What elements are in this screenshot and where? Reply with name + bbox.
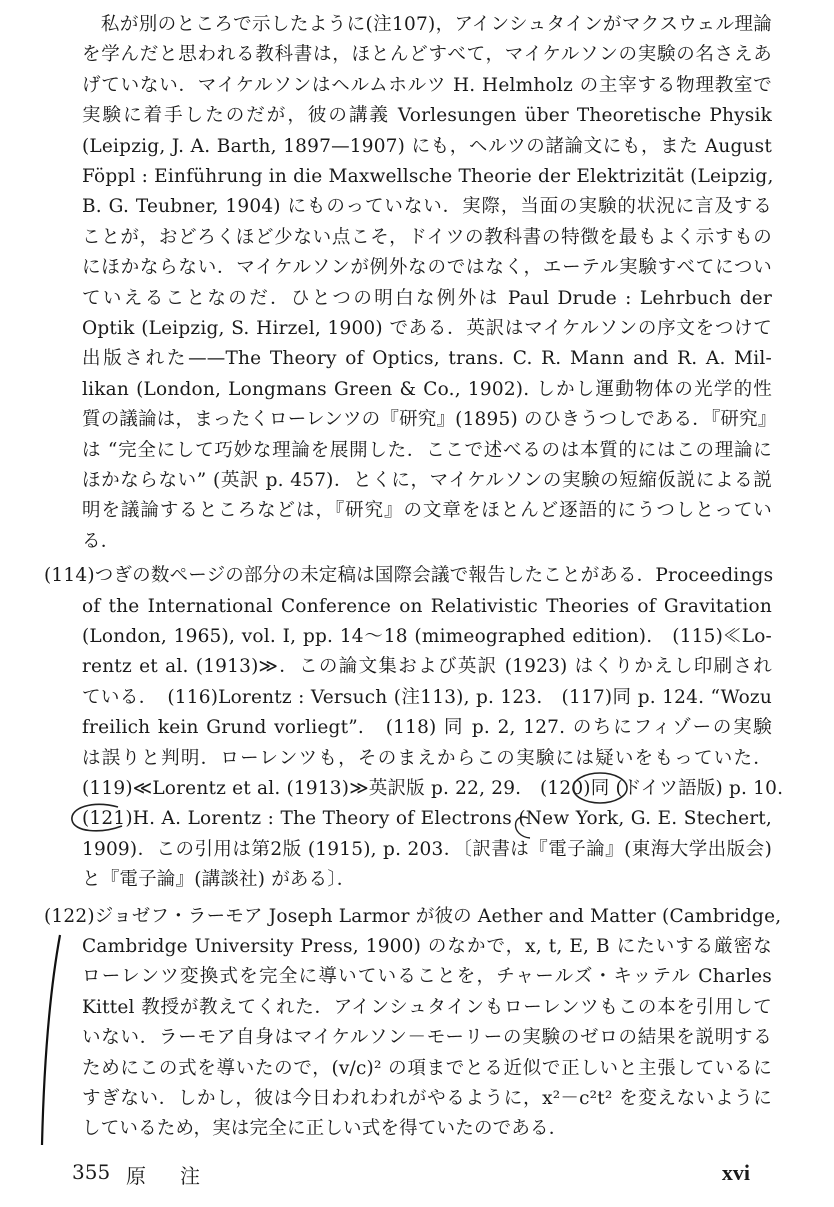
text-line: (Leipzig, J. A. Barth, 1897—1907) にも，ヘルツの諸論文にも，また August	[82, 135, 772, 157]
text-line: rentz et al. (1913)≫．この論文集および英訳 (1923) はくりかえし印刷され	[82, 656, 772, 678]
text-line: Cambridge University Press, 1900) のなかで，x, t, E, B にたいする厳密な	[82, 936, 772, 957]
text-line: と『電子論』(講談社) がある〕．	[82, 869, 356, 891]
text-line: ためにこの式を導いたので，(v/c)² の項までとる近似で正しいと主張しているに	[82, 1057, 772, 1079]
page-number: 355	[72, 1160, 111, 1184]
text-line: ている． (116)Lorentz : Versuch (注113), p. 123. (117)同 p. 124. “Wozu	[82, 686, 772, 708]
text-line: 実験に着手したのだが，彼の講義 Vorlesungen über Theoretische Physik	[82, 105, 772, 127]
text-line: は “完全にして巧妙な理論を展開した．ここで述べるのは本質的にはこの理論に	[82, 439, 772, 461]
text-line: 明を議論するところなどは，『研究』の文章をほとんど逐語的にうつしとってい	[82, 500, 772, 522]
roman-folio: xvi	[721, 1160, 750, 1185]
text-line: freilich kein Grund vorliegt”. (118) 同 p. 2, 127. のちにフィゾーの実験	[82, 717, 772, 739]
text-line: (121)H. A. Lorentz : The Theory of Electrons (New York, G. E. Stechert,	[82, 808, 772, 830]
text-line: (London, 1965), vol. I, pp. 14～18 (mimeographed edition). (115)≪Lo-	[82, 626, 772, 647]
text-line: ローレンツ変換式を完全に導いていることを，チャールズ・キッテル Charles	[82, 966, 772, 988]
text-line: ほかならない” (英訳 p. 457)．とくに，マイケルソンの実験の短縮仮説による説	[82, 470, 772, 491]
text-line: 質の議論は，まったくローレンツの『研究』(1895) のひきうつしである．『研究』	[82, 409, 777, 431]
margin-bracket-mark	[42, 935, 60, 1145]
section-title: 原注	[126, 1164, 234, 1188]
text-line: B. G. Teubner, 1904) にものっていない．実際，当面の実験的状況に言及する	[82, 196, 772, 218]
text-line: (114)つぎの数ページの部分の未定稿は国際会議で報告したことがある．Proceedings	[44, 565, 774, 587]
text-line: ていえることなのだ．ひとつの明白な例外は Paul Drude : Lehrbuch der	[82, 287, 772, 309]
text-line: (119)≪Lorentz et al. (1913)≫英訳版 p. 22, 29. (120)同 (ドイツ語版) p. 10.	[82, 778, 784, 799]
text-line: げていない．マイケルソンはヘルムホルツ H. Helmholz の主宰する物理教室で	[82, 74, 772, 96]
text-line: ことが，おどろくほど少ない点こそ，ドイツの教科書の特徴を最もよく示すもの	[82, 226, 772, 248]
text-line: 出版された——The Theory of Optics, trans. C. R. Mann and R. A. Mil-	[82, 348, 772, 370]
text-line: いない．ラーモア自身はマイケルソン－モーリーの実験のゼロの結果を説明する	[82, 1027, 772, 1049]
text-line: likan (London, Longmans Green & Co., 1902). しかし運動物体の光学的性	[82, 378, 772, 400]
text-line: る．	[82, 530, 120, 552]
text-line: Föppl : Einführung in die Maxwellsche Theorie der Elektrizität (Leipzig,	[82, 166, 774, 187]
text-line: を学んだと思われる教科書は，ほとんどすべて，マイケルソンの実験の名さえあ	[82, 44, 772, 66]
text-line: Optik (Leipzig, S. Hirzel, 1900) である．英訳はマイケルソンの序文をつけて	[82, 318, 772, 339]
text-line: 私が別のところで示したように(注107)，アインシュタインがマクスウェル理論	[82, 14, 772, 35]
text-line: (122)ジョゼフ・ラーモア Joseph Larmor が彼の Aether and Matter (Cambridge,	[44, 905, 782, 927]
text-line: しているため，実は完全に正しい式を得ていたのである．	[82, 1118, 568, 1140]
text-line: of the International Conference on Relativistic Theories of Gravitation	[82, 595, 772, 617]
text-line: は誤りと判明．ローレンツも，そのまえからこの実験には疑いをもっていた．	[82, 747, 772, 769]
text-line: すぎない．しかし，彼は今日われわれがやるように，x²－c²t² を変えないように	[82, 1088, 772, 1109]
text-line: Kittel 教授が教えてくれた．アインシュタインもローレンツもこの本を引用して	[82, 996, 772, 1018]
text-line: 1909)．この引用は第2版 (1915), p. 203．〔訳書は『電子論』(東海大学出版会)	[82, 838, 772, 860]
text-line: にほかならない．マイケルソンが例外なのではなく，エーテル実験すべてについ	[82, 257, 772, 279]
